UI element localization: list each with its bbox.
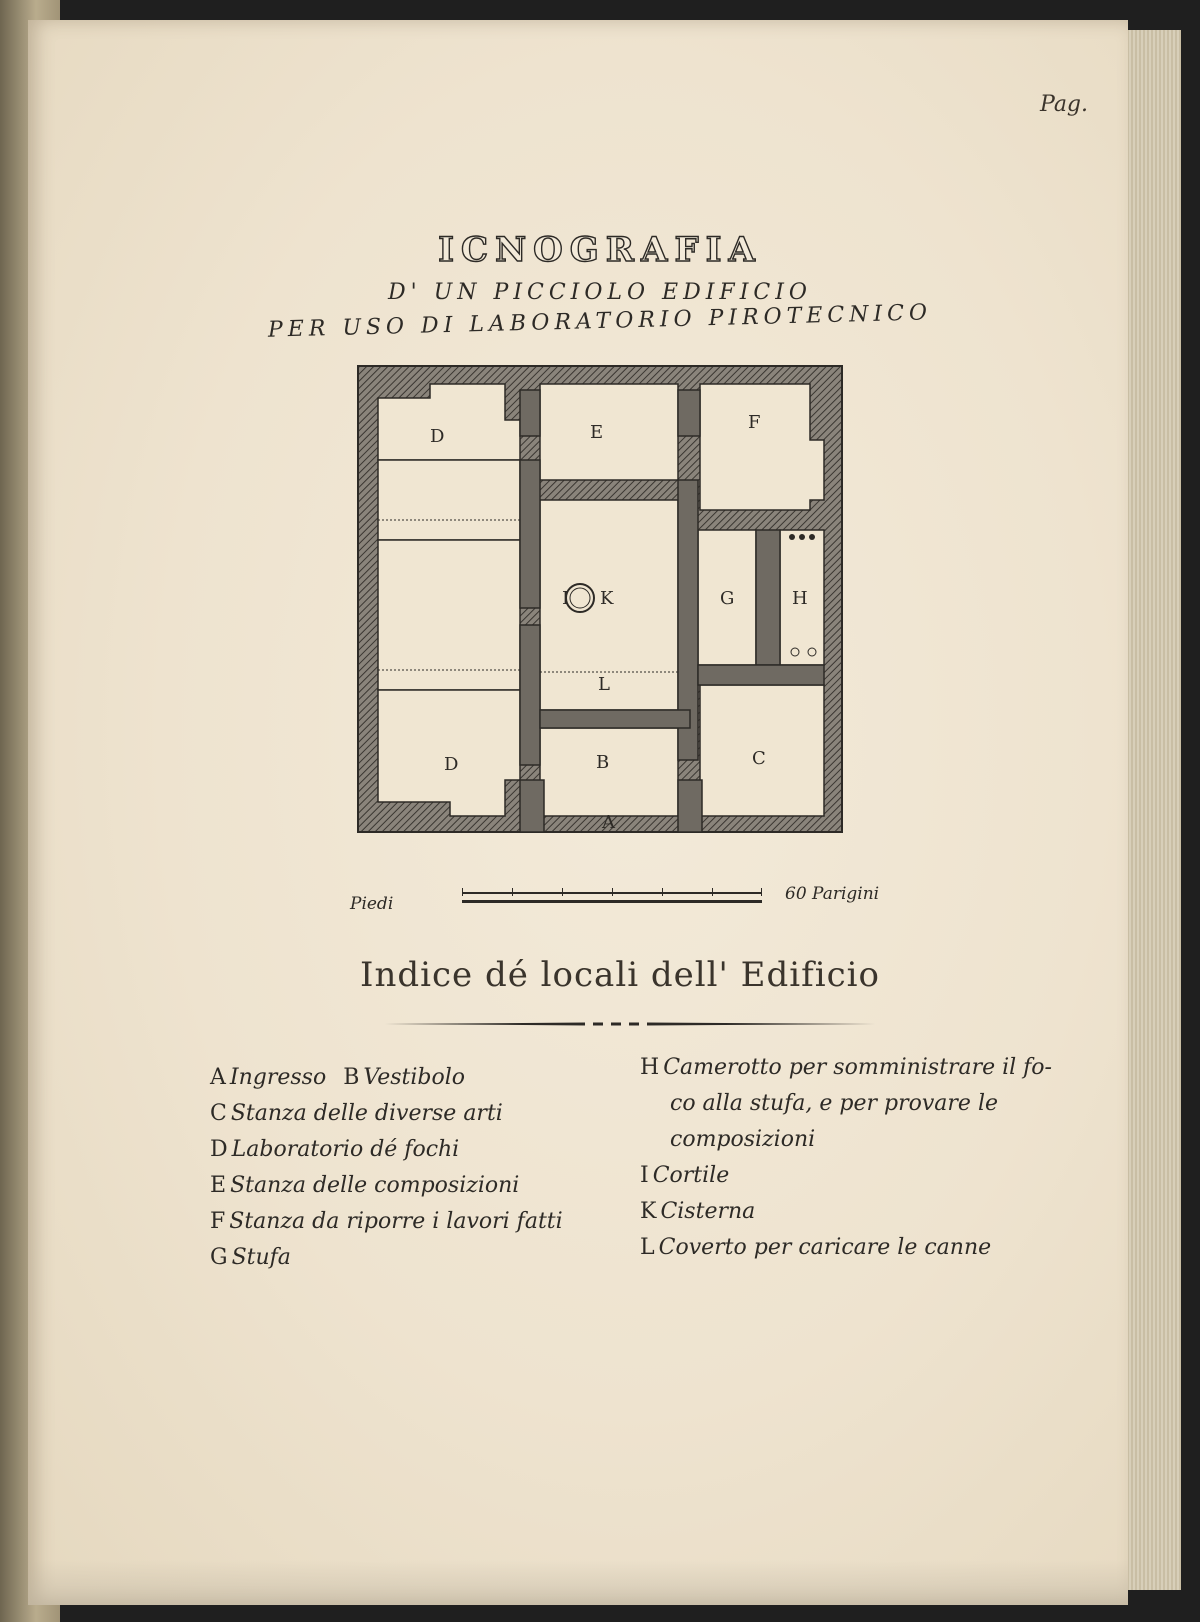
legend-row-G — [210, 1240, 563, 1276]
legend-name: Coverto per caricare le canne — [658, 1235, 992, 1260]
legend-row-D — [210, 1132, 563, 1168]
page-bottom-shadow — [28, 1560, 1128, 1605]
label-I: I — [562, 588, 570, 609]
label-A: A — [602, 812, 615, 833]
legend-name: Vestibolo — [363, 1065, 466, 1090]
floor-plan — [340, 350, 860, 840]
legend-letter: F — [210, 1209, 226, 1234]
legend-name: Cisterna — [660, 1199, 756, 1224]
legend-name: Stufa — [231, 1245, 291, 1270]
legend-letter: C — [210, 1101, 227, 1126]
legend-row-E — [210, 1168, 563, 1204]
label-D-top: D — [430, 426, 445, 447]
label-D-bottom: D — [444, 754, 459, 775]
scale-bar — [462, 892, 762, 903]
index-heading: Indice dé locali dell' Edificio — [360, 955, 880, 995]
book-page-edges — [1120, 30, 1181, 1590]
title-subtitle-2: PER USO DI LABORATORIO PIROTECNICO — [267, 300, 933, 343]
legend-letter: L — [640, 1235, 655, 1260]
legend-letter: B — [343, 1065, 360, 1090]
label-F: F — [748, 412, 761, 433]
legend-name: Stanza da riporre i lavori fatti — [229, 1209, 563, 1234]
legend-letter: I — [640, 1163, 649, 1188]
legend-letter: K — [640, 1199, 657, 1224]
legend-row-A-B — [210, 1060, 563, 1096]
label-H: H — [792, 588, 808, 609]
title-block — [200, 230, 1000, 343]
ornamental-rule — [385, 1020, 875, 1028]
legend-row-C — [210, 1096, 563, 1132]
legend-row-H-cont — [640, 1086, 1052, 1122]
legend-name: Ingresso — [229, 1065, 327, 1090]
legend-row-I — [640, 1158, 1052, 1194]
title-main: ICNOGRAFIA — [438, 230, 762, 270]
label-E: E — [590, 422, 604, 443]
legend-letter: E — [210, 1173, 227, 1198]
label-L: L — [598, 674, 610, 695]
legend-letter: H — [640, 1055, 660, 1080]
scale-label-right: 60 Parigini — [785, 884, 880, 904]
title-subtitle: D' UN PICCIOLO EDIFICIO — [388, 280, 812, 305]
label-B: B — [596, 752, 610, 773]
legend-right-column — [640, 1050, 1052, 1266]
legend-letter: A — [210, 1065, 226, 1090]
legend-name: Camerotto per somministrare il fo- — [663, 1055, 1052, 1080]
legend-name: co alla stufa, e per provare le — [670, 1091, 999, 1116]
legend-letter: G — [210, 1245, 228, 1270]
legend-row-K — [640, 1194, 1052, 1230]
label-G: G — [720, 588, 735, 609]
legend-row-L — [640, 1230, 1052, 1266]
legend-name: Stanza delle diverse arti — [230, 1101, 503, 1126]
legend-name: Stanza delle composizioni — [230, 1173, 520, 1198]
legend-row-H-cont2 — [640, 1122, 1052, 1158]
legend-row-H — [640, 1050, 1052, 1086]
legend-letter: D — [210, 1137, 228, 1162]
page-mark: Pag. — [1040, 92, 1089, 117]
legend-left-column — [210, 1060, 563, 1276]
scale-bar-group — [350, 880, 930, 920]
label-K: K — [600, 588, 614, 609]
legend-name: Laboratorio dé fochi — [231, 1137, 460, 1162]
legend-name: Cortile — [652, 1163, 730, 1188]
legend-row-F — [210, 1204, 563, 1240]
scale-label-left: Piedi — [350, 894, 394, 914]
legend-name: composizioni — [670, 1127, 816, 1152]
label-C: C — [752, 748, 766, 769]
